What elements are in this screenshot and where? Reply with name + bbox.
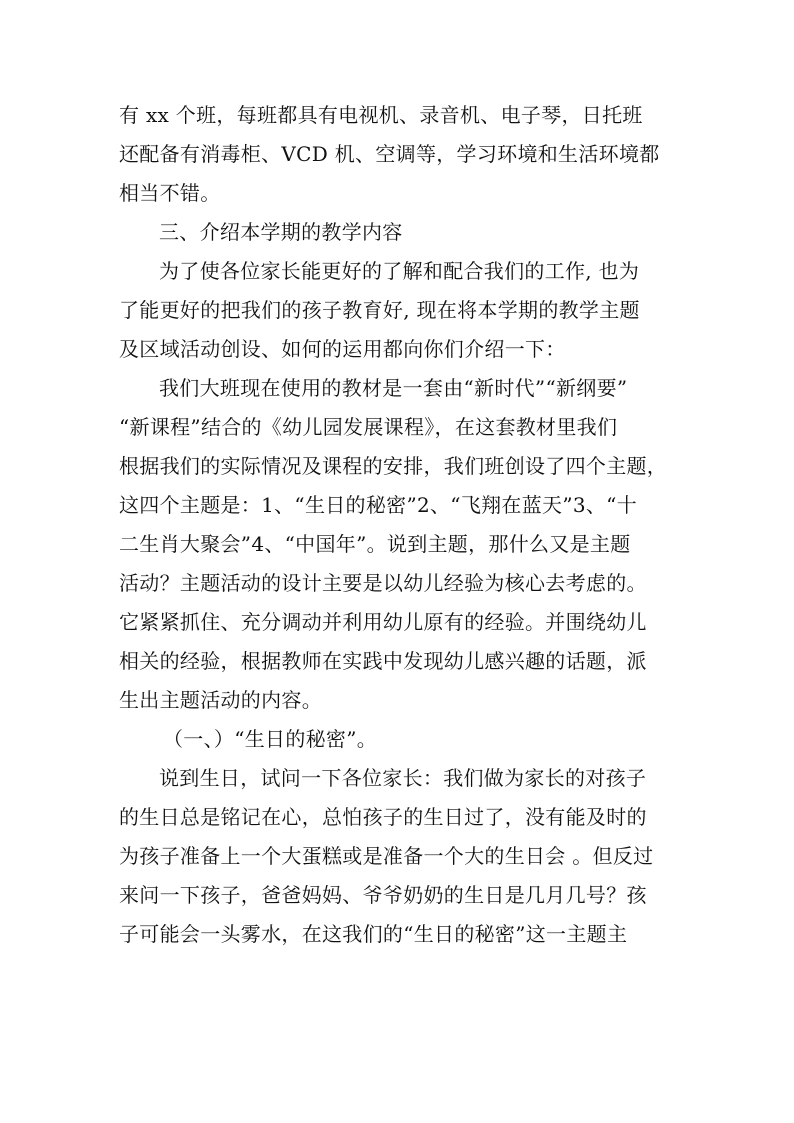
text-line: “新课程”结合的《幼儿园发展课程》，在这套教材里我们 (119, 415, 618, 439)
text-line: 有 xx 个班，每班都具有电视机、录音机、电子琴，日托班 (119, 103, 643, 127)
text-line: 相当不错。 (119, 181, 221, 205)
text-line: 及区域活动创设、如何的运用都向你们介绍一下： (119, 337, 566, 361)
text-line: 这四个主题是：1、“生日的秘密”2、“飞翔在蓝天”3、“十 (119, 493, 637, 517)
subsection-heading: （一、）“生日的秘密”。 (163, 727, 378, 751)
text-line: 来问一下孩子，爸爸妈妈、爷爷奶奶的生日是几月几号？孩 (119, 883, 647, 907)
text-line: 子可能会一头雾水，在这我们的“生日的秘密”这一主题主 (119, 922, 628, 946)
text-line: 了能更好的把我们的孩子教育好, 现在将本学期的教学主题 (119, 298, 640, 322)
text-line: 活动？主题活动的设计主要是以幼儿经验为核心去考虑的。 (119, 571, 647, 595)
document-body (119, 96, 679, 954)
text-line: 的生日总是铭记在心，总怕孩子的生日过了，没有能及时的 (119, 805, 647, 829)
section-heading: 三、介绍本学期的教学内容 (159, 220, 403, 244)
paragraph-start: 为了使各位家长能更好的了解和配合我们的工作, 也为 (159, 259, 640, 283)
text-line: 根据我们的实际情况及课程的安排，我们班创设了四个主题， (119, 454, 668, 478)
text-line: 二生肖大聚会”4、“中国年”。说到主题，那什么又是主题 (119, 532, 631, 556)
text-line: 相关的经验，根据教师在实践中发现幼儿感兴趣的话题，派 (119, 649, 647, 673)
text-line: 还配备有消毒柜、VCD 机、空调等，学习环境和生活环境都 (119, 142, 660, 166)
paragraph-start: 说到生日，试问一下各位家长：我们做为家长的对孩子 (159, 766, 647, 790)
paragraph-start: 我们大班现在使用的教材是一套由“新时代”“新纲要” (159, 376, 628, 400)
text-line: 为孩子准备上一个大蛋糕或是准备一个大的生日会 。但反过 (119, 844, 654, 868)
text-line: 它紧紧抓住、充分调动并利用幼儿原有的经验。并围绕幼儿 (119, 610, 647, 634)
text-line: 生出主题活动的内容。 (119, 688, 322, 712)
